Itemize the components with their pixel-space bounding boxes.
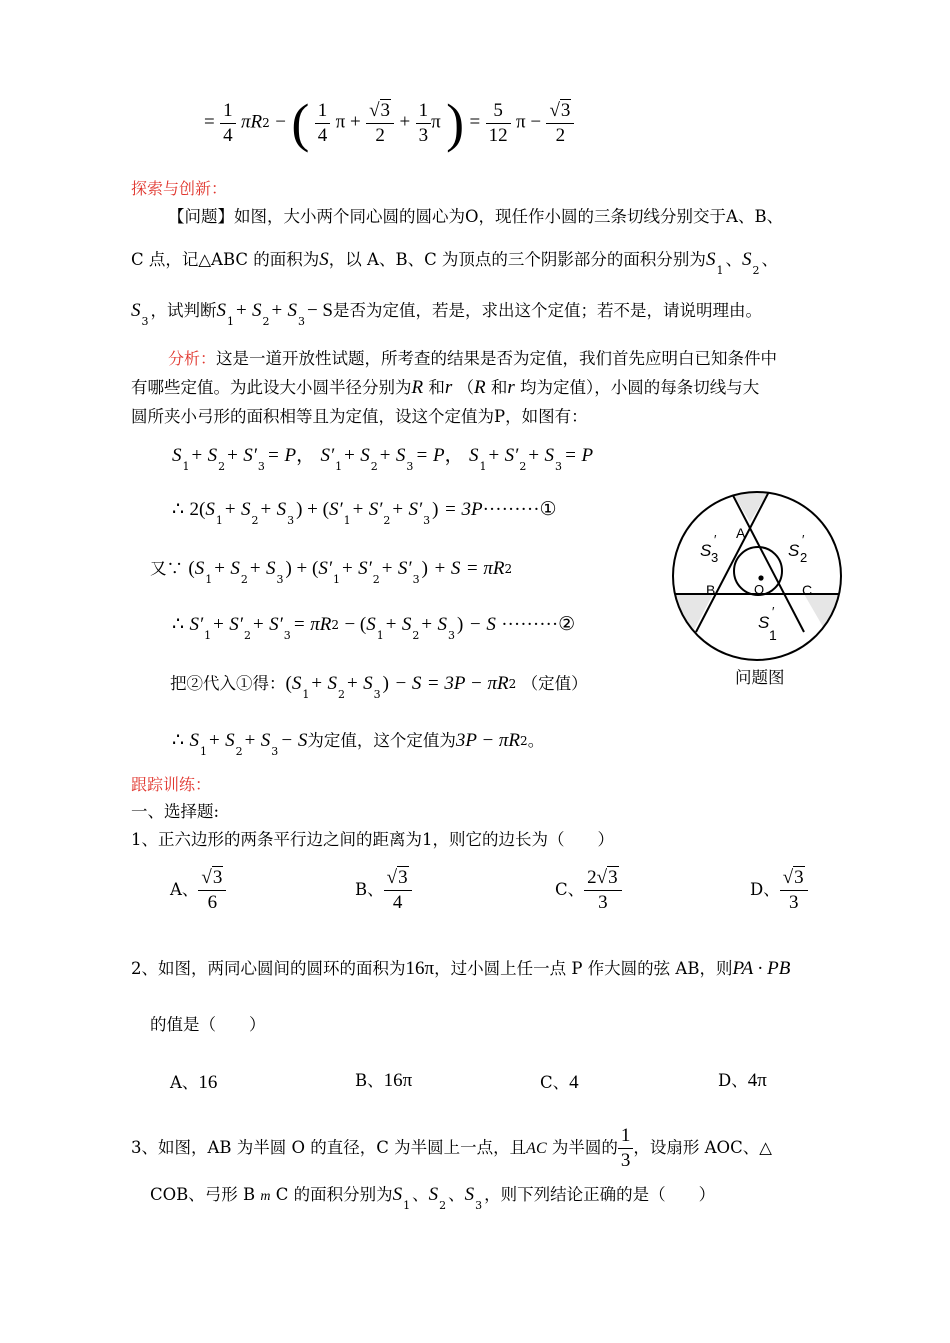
res-sqrt: $\frac{√3}{2}$ (546, 99, 574, 148)
svg-text:C: C (802, 582, 813, 598)
shade-top (726, 482, 774, 522)
q2-option-b[interactable]: B、16π (355, 1070, 413, 1091)
figure-caption: 问题图 (735, 668, 785, 687)
question-1: 1、正六边形的两条平行边之间的距离为1，则它的边长为（ ） (131, 830, 614, 849)
q2-option-a[interactable]: A、16 (170, 1072, 218, 1093)
paren-frac-1-4: $\frac{1}{4}$ (315, 99, 331, 148)
equation-3: 又∵ $(S_1+ S_2+ S_3) + (S'_1+ S'_2+ S'_3) + S = \pi R2$ (150, 558, 513, 586)
big-circle (673, 492, 841, 660)
q1-option-a[interactable]: A、 $\frac{√3}{6}$ (170, 866, 226, 915)
paren-pi-2: π (431, 111, 441, 133)
paren-sqrt3-2: $\frac{√3}{2}$ (366, 99, 394, 148)
problem-line-2: C 点，记△ABC 的面积为S，以 A、B、C 为顶点的三个阴影部分的面积分别为$S_1$、$S_2$、 (131, 249, 778, 277)
equation-1: $S_1+ S_2+ S'_3= P$， $S'_1+ S_2+ S_3= P$， $S_1+ S'_2+ S_3= P$ (172, 445, 594, 473)
q1-option-c[interactable]: C、 $\frac{2√3}{3}$ (555, 866, 622, 915)
analysis-line-2: 有哪些定值。为此设大小圆半径分别为R 和r （R 和r 均为定值），小圆的每条切线与大 (131, 377, 760, 398)
problem-line-1: 【问题】如图，大小两个同心圆的圆心为O，现任作小圆的三条切线分别交于A、B、 (168, 207, 784, 226)
svg-text:S: S (758, 613, 770, 632)
question-2: 2、如图，两同心圆间的圆环的面积为16π，过小圆上任一点 P 作大圆的弦 AB，则PA · PB (131, 958, 791, 979)
analysis-line-3: 圆所夹小弓形的面积相等且为定值，设这个定值为P，如图有： (131, 407, 588, 426)
frac-1-4: $\frac{1}{4}$ (220, 99, 236, 148)
shade-right (804, 594, 848, 632)
eq-sign-2: = (469, 111, 481, 133)
svg-text:S: S (700, 541, 712, 560)
pi-r: πR (241, 111, 263, 133)
svg-text:′: ′ (802, 532, 805, 547)
svg-text:2: 2 (800, 550, 808, 565)
track-heading: 跟踪训练： (131, 775, 212, 794)
square: 2 (262, 115, 270, 130)
plus: + (399, 111, 411, 133)
right-paren: ) (446, 93, 465, 153)
q1-option-b[interactable]: B、 $\frac{√3}{4}$ (355, 866, 412, 915)
svg-text:1: 1 (769, 627, 777, 643)
res-frac: $\frac{5}{12}$ (486, 99, 511, 148)
equation-4: ∴ $S'_1+ S'_2+ S'_3= \pi R2 - (S_1+ S_2+ S_3) - S$ ·········② (172, 614, 576, 642)
eq-sign: = (204, 111, 215, 133)
question-2-cont: 的值是（ ） (150, 1015, 266, 1034)
svg-text:′: ′ (714, 532, 717, 547)
paren-pi: π + (335, 111, 361, 133)
left-paren: ( (291, 93, 310, 153)
equation-2: ∴ $2(S_1+ S_2+ S_3) + (S'_1+ S'_2+ S'_3)$ = 3P·········① (172, 499, 557, 527)
problem-figure (668, 482, 848, 662)
analysis-label: 分析： (168, 349, 217, 368)
formula-top (204, 92, 574, 154)
svg-text:B: B (706, 582, 716, 598)
question-3-cont: COB、弓形 B m C 的面积分别为$S_1$、$S_2$、$S_3$，则下列结论正确的是（ ） (150, 1184, 716, 1212)
explore-heading: 探索与创新： (131, 179, 228, 198)
q2-option-c[interactable]: C、4 (540, 1072, 579, 1093)
q2-option-d[interactable]: D、4π (718, 1070, 767, 1091)
q3-frac: $\frac{1}{3}$ (618, 1124, 634, 1173)
res-pi: π − (515, 111, 542, 133)
svg-text:′: ′ (772, 604, 775, 619)
choice-heading: 一、选择题: (131, 802, 220, 821)
equation-5: 把②代入①得：$(S_1+ S_2+ S_3) - S = 3P - \pi R2$ （定值） (170, 673, 588, 701)
svg-text:O: O (754, 582, 765, 597)
minus: − (275, 111, 286, 133)
analysis-line-1: 分析：这是一道开放性试题，所考查的结果是否为定值，我们首先应明白已知条件中 (168, 349, 778, 368)
problem-line-3: $S_3$，试判断$S_1+ S_2+ S_3- S$是否为定值，若是，求出这个定值；若不是，请说明理由。 (131, 300, 762, 328)
paren-frac-1-3: $\frac{1}{3}$ (416, 99, 432, 148)
arc-ac: AC (526, 1140, 547, 1157)
svg-text:A: A (736, 525, 746, 541)
svg-text:S: S (788, 541, 800, 560)
q1-option-d[interactable]: D、 $\frac{√3}{3}$ (750, 866, 808, 915)
svg-text:3: 3 (711, 550, 719, 565)
question-3: 3、如图，AB 为半圆 O 的直径，C 为半圆上一点，且AC 为半圆的 $\frac{1}{3}$ ，设扇形 AOC、△ (131, 1125, 772, 1171)
equation-6: ∴ $S_1+ S_2+ S_3- S$为定值，这个定值为3P − πR2。 (172, 730, 545, 758)
